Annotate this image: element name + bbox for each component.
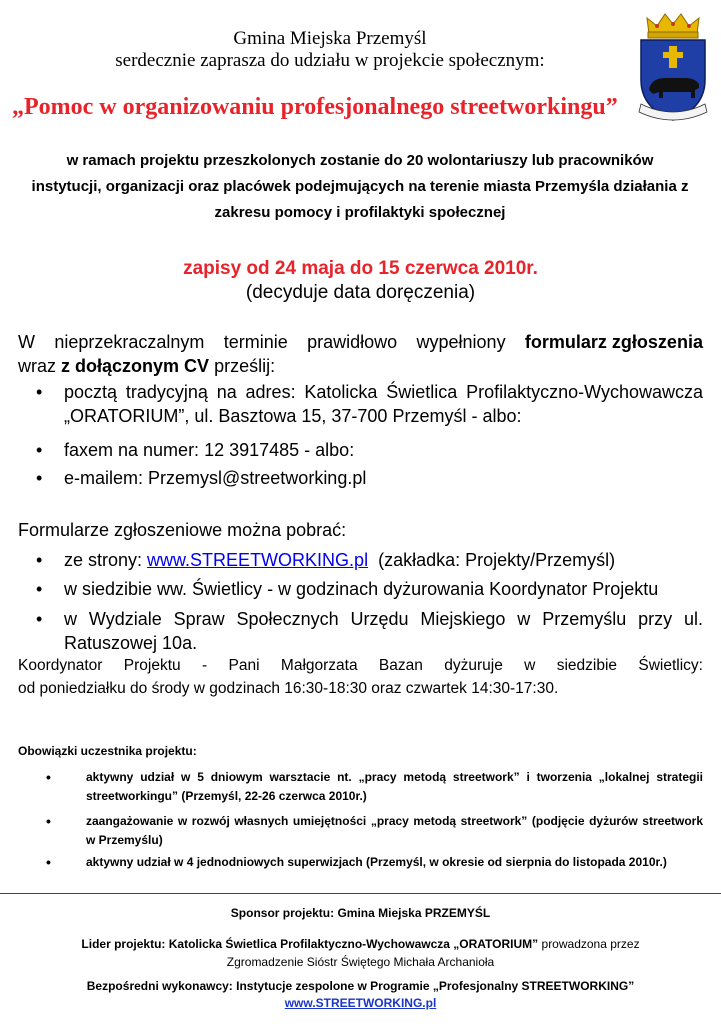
submission-lead-word-2: nieprzekraczalnym	[54, 332, 205, 352]
download-website-prefix: ze strony:	[64, 550, 143, 570]
submission-lead-word-4: prawidłowo	[307, 332, 398, 352]
download-item-office-text: w siedzibie ww. Świetlicy - w godzinach dyżurowania Koordynator Projektu	[64, 579, 659, 599]
submission-item-post-text: pocztą tradycyjną na adres: Katolicka Świetlica Profilaktyczno-Wychowawcza „ORATORIUM”, ul. Basztowa 15, 37-700 Przemyśl - albo:	[64, 382, 703, 426]
submission-lead	[18, 330, 703, 378]
footer-website-link[interactable]: www.STREETWORKING.pl	[284, 996, 437, 1010]
obligation-item-text: aktywny udział w 5 dniowym warsztacie nt. „pracy metodą streetwork” i tworzenia „lokalnej strategii streetworkingu” (Przemyśl, 22-26 czerwca 2010r.)	[86, 770, 703, 803]
footer-sponsor: Sponsor projektu: Gmina Miejska PRZEMYŚL	[230, 906, 491, 920]
coat-of-arms-logo	[633, 8, 713, 124]
coordinator-line-1: Koordynator Projektu - Pani Małgorzata Bazan dyżuruje w siedzibie Świetlicy:	[18, 657, 703, 674]
registration-note: (decyduje data doręczenia)	[245, 282, 476, 303]
bullet-icon: •	[36, 579, 43, 599]
submission-form-emphasis: formularz zgłoszenia	[524, 332, 703, 352]
download-website-suffix: (zakładka: Projekty/Przemyśl)	[378, 550, 616, 570]
submission-lead-word-5: wypełniony	[416, 332, 506, 352]
project-title: „Pomoc w organizowaniu profesjonalnego streetworkingu”	[12, 94, 618, 120]
obligation-item-text: aktywny udział w 4 jednodniowych superwizjach (Przemyśl, w okresie od sierpnia do listopada 2010r.)	[86, 855, 667, 869]
submission-lead-word-3: terminie	[223, 332, 288, 352]
footer-leader-name: Lider projektu: Katolicka Świetlica Profilaktyczno-Wychowawcza „ORATORIUM”	[81, 937, 539, 951]
bullet-icon: •	[36, 382, 43, 402]
bullet-icon: •	[36, 468, 43, 488]
intro-text: w ramach projektu przeszkolonych zostanie do 20 wolontariuszy lub pracowników instytucji, organizacji oraz placówek podejmujących na terenie miasta Przemyśla działania z zakresu pomocy i profilaktyki społecznej	[31, 152, 689, 221]
download-item-city-hall-text: w Wydziale Spraw Społecznych Urzędu Miejskiego w Przemyślu przy ul. Ratuszowej 10a.	[64, 609, 703, 653]
bullet-icon: •	[46, 854, 51, 870]
submission-lead-word-1: W	[18, 332, 35, 352]
obligation-item-text: zaangażowanie w rozwój własnych umiejętności „pracy metodą streetwork” (podjęcie dyżurów streetwork w Przemyślu)	[86, 814, 703, 847]
bullet-icon: •	[36, 609, 43, 629]
submission-item-fax-text: faxem na numer: 12 3917485 - albo:	[64, 440, 355, 460]
invitation-line: serdecznie zaprasza do udziału w projekcie społecznym:	[115, 50, 545, 71]
bullet-icon: •	[46, 769, 51, 785]
footer-website	[0, 996, 721, 1010]
footer-divider	[0, 893, 721, 894]
bullet-icon: •	[36, 440, 43, 460]
footer-partners: Bezpośredni wykonawcy: Instytucje zespolone w Programie „Profesjonalny STREETWORKING”	[86, 979, 635, 993]
submission-cv-emphasis: z dołączonym CV	[61, 356, 210, 376]
footer-leader	[0, 935, 721, 971]
footer-leader-suffix: prowadzona przez	[541, 937, 640, 951]
bullet-icon: •	[46, 813, 51, 829]
footer-leader-congregation: Zgromadzenie Sióstr Świętego Michała Archanioła	[226, 955, 495, 969]
download-heading: Formularze zgłoszeniowe można pobrać:	[18, 520, 347, 540]
obligations-heading: Obowiązki uczestnika projektu:	[18, 744, 197, 758]
registration-dates: zapisy od 24 maja do 15 czerwca 2010r.	[183, 258, 538, 279]
municipality-name: Gmina Miejska Przemyśl	[233, 28, 427, 49]
submission-item-email-text: e-mailem: Przemysl@streetworking.pl	[64, 468, 367, 488]
submission-lead-with: wraz	[18, 356, 57, 376]
download-website-link[interactable]: www.STREETWORKING.pl	[147, 550, 369, 570]
coordinator-line-2: od poniedziałku do środy w godzinach 16:30-18:30 oraz czwartek 14:30-17:30.	[18, 680, 559, 697]
submission-lead-send: prześlij:	[214, 356, 276, 376]
bullet-icon: •	[36, 550, 43, 570]
